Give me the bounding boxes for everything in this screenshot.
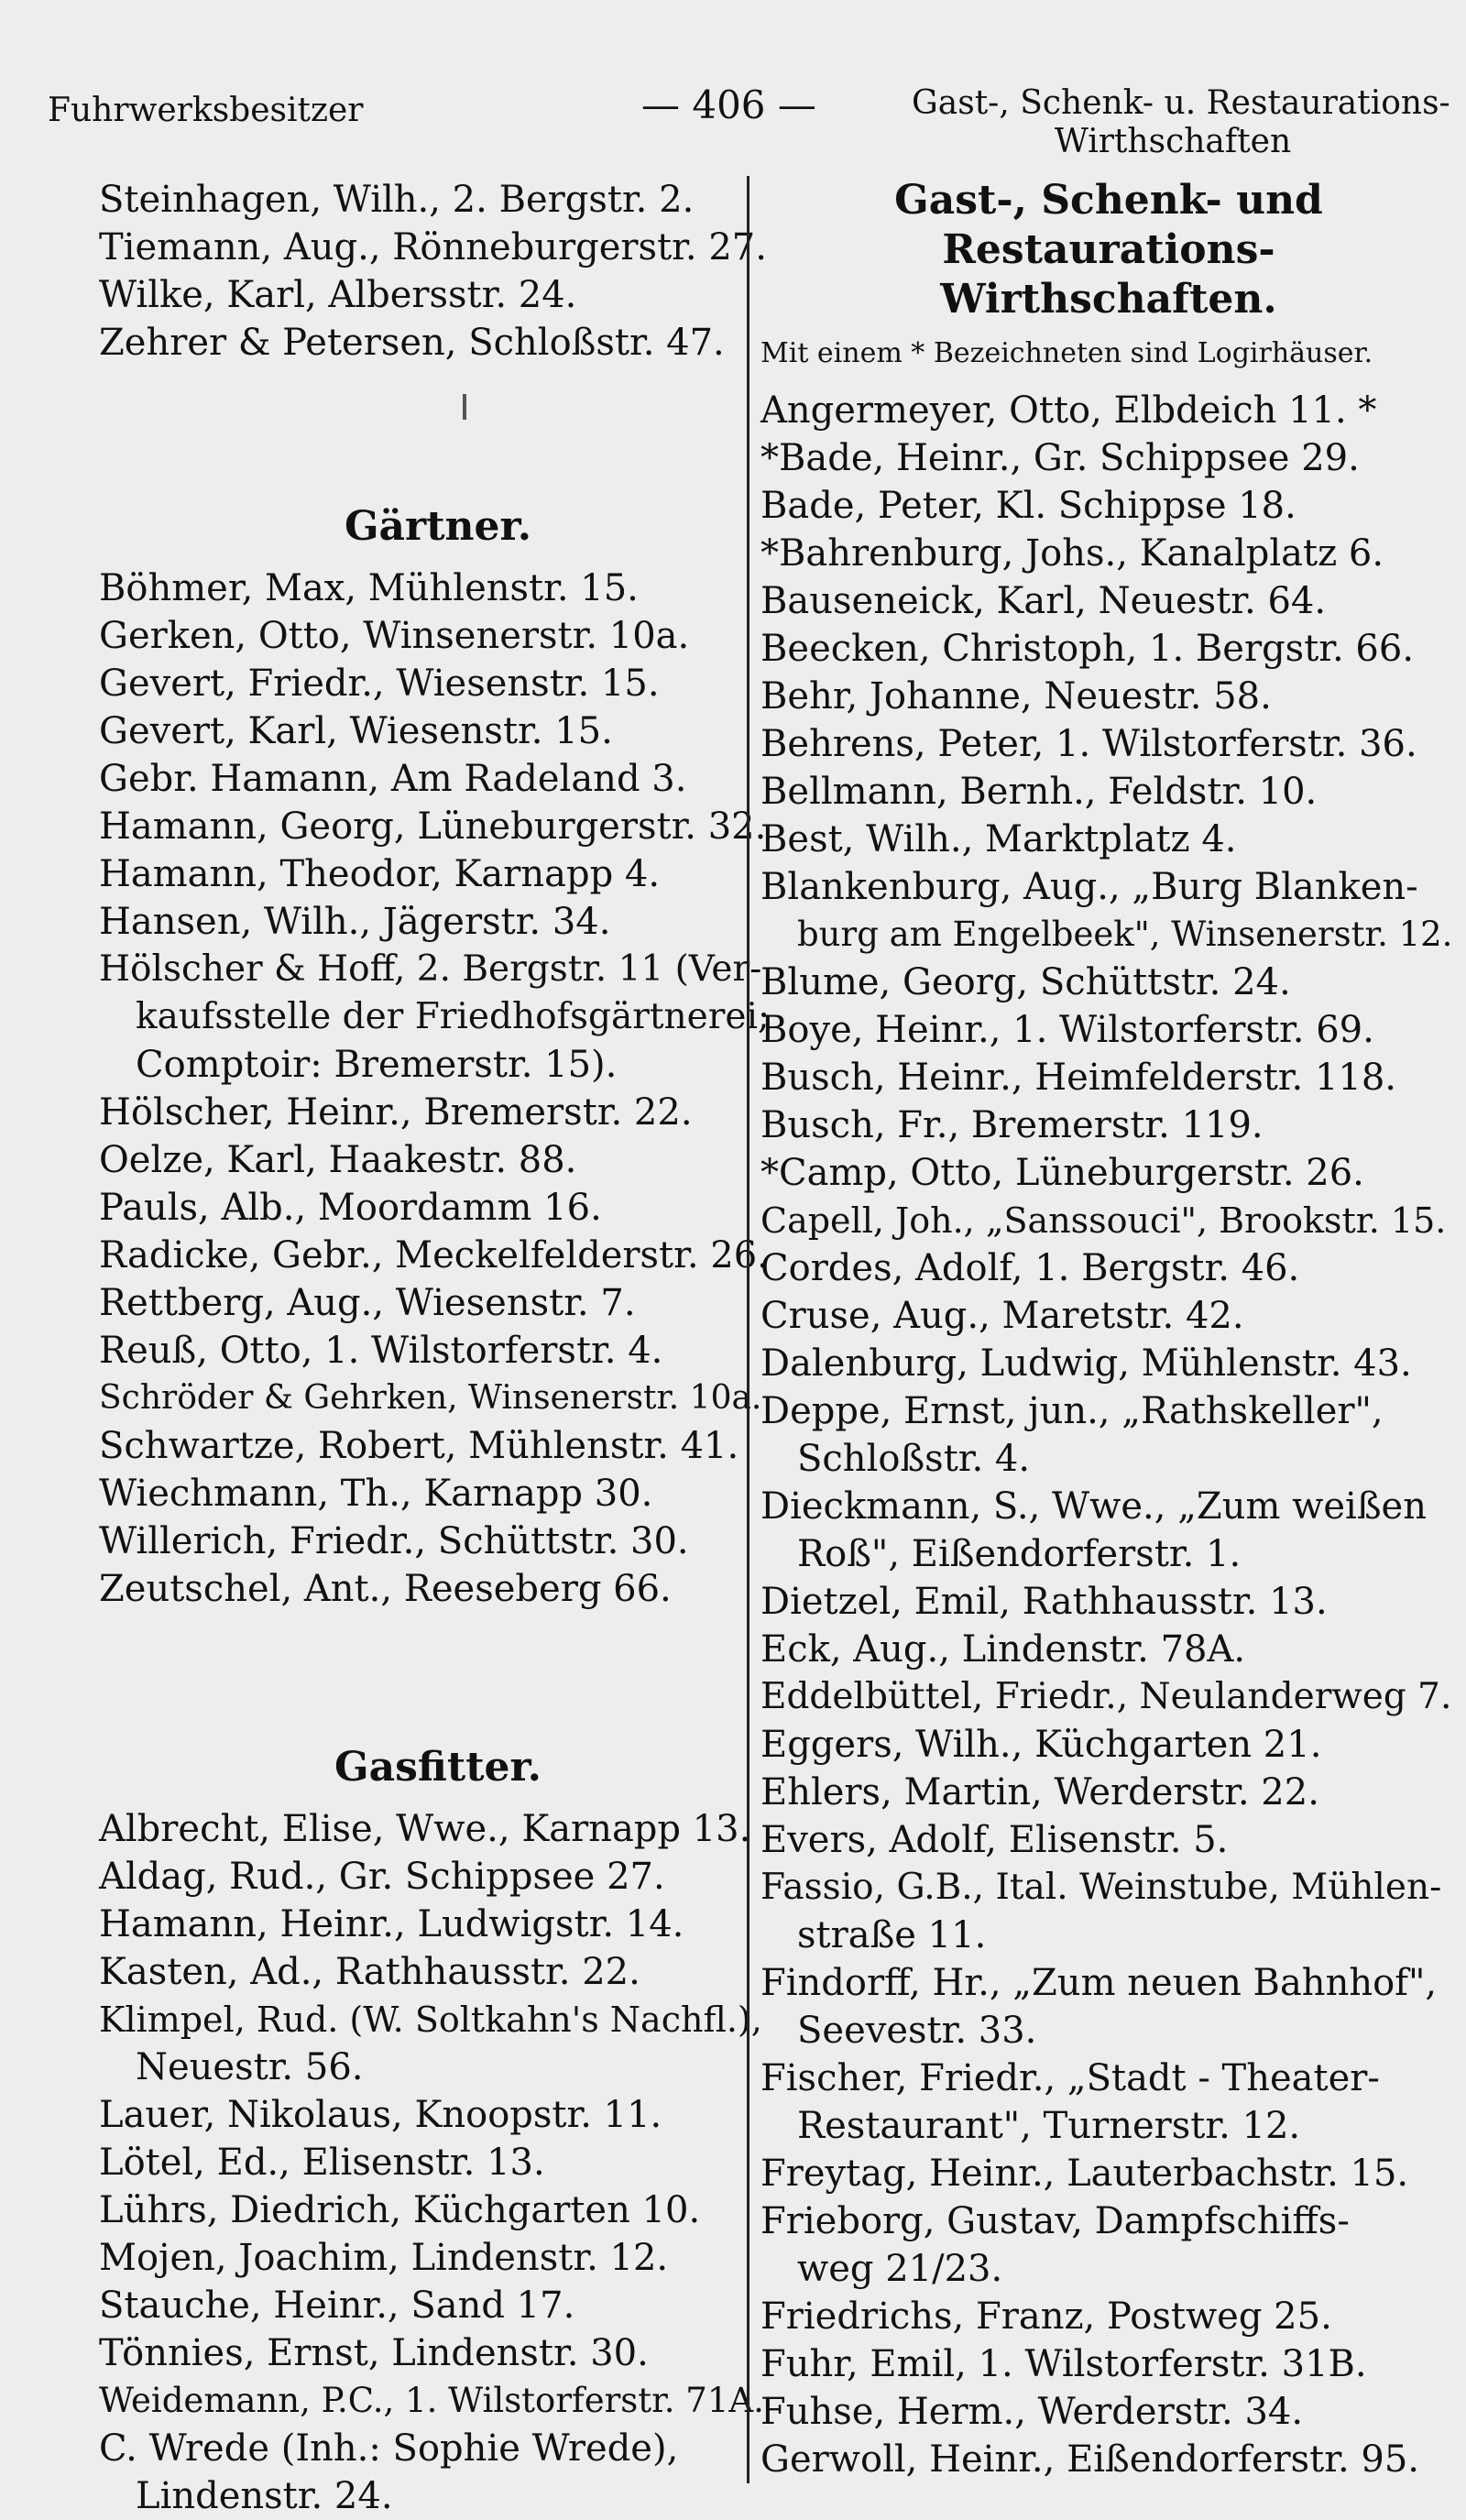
list-entry: Fuhr, Emil, 1. Wilstorferstr. 31B. <box>760 2343 1367 2385</box>
list-entry: Frieborg, Gustav, Dampfschiffs- <box>760 2200 1350 2242</box>
list-entry-continuation: Neuestr. 56. <box>136 2046 364 2088</box>
list-entry: Findorff, Hr., „Zum neuen Bahnhof", <box>760 1962 1438 2004</box>
list-entry: Rettberg, Aug., Wiesenstr. 7. <box>99 1282 636 1324</box>
section-title-line1: Gast-, Schenk- und Restaurations- <box>894 177 1323 273</box>
list-entry: Weidemann, P.C., 1. Wilstorferstr. 71A. <box>99 2381 764 2420</box>
list-entry: Gevert, Friedr., Wiesenstr. 15. <box>99 663 660 705</box>
list-entry: Gebr. Hamann, Am Radeland 3. <box>99 758 687 800</box>
list-entry: Busch, Heinr., Heimfelderstr. 118. <box>760 1057 1397 1099</box>
list-entry: C. Wrede (Inh.: Sophie Wrede), <box>99 2427 679 2470</box>
list-entry: Aldag, Rud., Gr. Schippsee 27. <box>99 1856 665 1898</box>
list-entry: Capell, Joh., „Sanssouci", Brookstr. 15. <box>760 1200 1447 1241</box>
list-entry: Freytag, Heinr., Lauterbachstr. 15. <box>760 2153 1409 2195</box>
list-entry-continuation: Roß", Eißendorferstr. 1. <box>797 1533 1242 1575</box>
list-entry: Angermeyer, Otto, Elbdeich 11. * <box>760 389 1377 432</box>
page-number: — 406 — <box>641 82 816 127</box>
list-entry: Wiechmann, Th., Karnapp 30. <box>99 1473 653 1515</box>
list-entry: Wilke, Karl, Albersstr. 24. <box>99 274 577 316</box>
list-entry: Fuhse, Herm., Werderstr. 34. <box>760 2391 1304 2433</box>
list-entry: Best, Wilh., Marktplatz 4. <box>760 818 1237 860</box>
list-entry: Klimpel, Rud. (W. Soltkahn's Nachfl.), <box>99 2000 762 2040</box>
list-entry: Zehrer & Petersen, Schloßstr. 47. <box>99 322 725 364</box>
gaertner-entries <box>99 564 777 1613</box>
list-entry: Eddelbüttel, Friedr., Neulanderweg 7. <box>760 1676 1452 1717</box>
list-entry: Zeutschel, Ant., Reeseberg 66. <box>99 1568 672 1610</box>
list-entry: Beecken, Christoph, 1. Bergstr. 66. <box>760 628 1415 670</box>
list-entry: Hamann, Heinr., Ludwigstr. 14. <box>99 1903 684 1945</box>
list-entry-continuation: weg 21/23. <box>797 2248 1003 2290</box>
list-entry: Steinhagen, Wilh., 2. Bergstr. 2. <box>99 179 695 221</box>
list-entry: Deppe, Ernst, jun., „Rathskeller", <box>760 1390 1384 1432</box>
list-entry: Stauche, Heinr., Sand 17. <box>99 2284 575 2327</box>
list-entry: Böhmer, Max, Mühlenstr. 15. <box>99 567 639 609</box>
list-entry: Mojen, Joachim, Lindenstr. 12. <box>99 2237 669 2279</box>
list-entry: Bauseneick, Karl, Neuestr. 64. <box>760 580 1327 622</box>
list-entry-continuation: burg am Engelbeek", Winsenerstr. 12. <box>797 915 1453 954</box>
list-entry: Eggers, Wilh., Küchgarten 21. <box>760 1724 1322 1766</box>
section-title-gaertner: Gärtner. <box>344 503 532 550</box>
list-entry: Lauer, Nikolaus, Knoopstr. 11. <box>99 2094 662 2136</box>
legend-note: Mit einem * Bezeichneten sind Logirhäuser. <box>760 337 1373 369</box>
list-entry: Ehlers, Martin, Werderstr. 22. <box>760 1771 1319 1813</box>
list-entry: Lührs, Diedrich, Küchgarten 10. <box>99 2189 701 2231</box>
list-entry: Dalenburg, Ludwig, Mühlenstr. 43. <box>760 1342 1412 1385</box>
list-entry: Bellmann, Bernh., Feldstr. 10. <box>760 771 1318 813</box>
list-entry: Willerich, Friedr., Schüttstr. 30. <box>99 1520 689 1562</box>
list-entry: Pauls, Alb., Moordamm 16. <box>99 1187 602 1229</box>
left-column <box>99 176 777 2520</box>
running-head-right-line2: Wirthschaften <box>1054 123 1292 160</box>
list-entry: *Camp, Otto, Lüneburgerstr. 26. <box>760 1152 1364 1194</box>
list-entry: Hamann, Georg, Lüneburgerstr. 32. <box>99 805 767 848</box>
list-entry: Boye, Heinr., 1. Wilstorferstr. 69. <box>760 1009 1374 1051</box>
list-entry: *Bahrenburg, Johs., Kanalplatz 6. <box>760 532 1384 575</box>
right-column <box>747 176 1457 2483</box>
list-entry: Eck, Aug., Lindenstr. 78A. <box>760 1628 1246 1671</box>
list-entry: Cruse, Aug., Maretstr. 42. <box>760 1295 1244 1337</box>
list-entry: Gerwoll, Heinr., Eißendorferstr. 95. <box>760 2438 1419 2481</box>
list-entry: Behr, Johanne, Neuestr. 58. <box>760 675 1272 718</box>
list-entry: Hansen, Wilh., Jägerstr. 34. <box>99 901 611 943</box>
list-entry: Evers, Adolf, Elisenstr. 5. <box>760 1819 1229 1861</box>
list-entry: Fassio, G.B., Ital. Weinstube, Mühlen- <box>760 1867 1442 1908</box>
list-entry: Tönnies, Ernst, Lindenstr. 30. <box>99 2332 649 2374</box>
list-entry-continuation: Lindenstr. 24. <box>136 2475 393 2517</box>
list-entry: Dietzel, Emil, Rathhausstr. 13. <box>760 1581 1328 1623</box>
list-entry-continuation: Comptoir: Bremerstr. 15). <box>136 1044 618 1086</box>
list-entry: Reuß, Otto, 1. Wilstorferstr. 4. <box>99 1330 663 1372</box>
list-entry-continuation: kaufsstelle der Friedhofsgärtnerei; <box>136 996 771 1037</box>
section-title-line2: Wirthschaften. <box>940 276 1277 323</box>
list-entry: Gerken, Otto, Winsenerstr. 10a. <box>99 615 690 657</box>
running-head-right <box>912 84 1450 161</box>
list-entry: Oelze, Karl, Haakestr. 88. <box>99 1139 577 1181</box>
list-entry-continuation: straße 11. <box>797 1914 987 1956</box>
fuhrwerk-entries <box>99 176 777 367</box>
gastwirthschaften-entries <box>760 387 1457 2483</box>
section-title-gastwirthschaften <box>760 176 1457 324</box>
list-entry: *Bade, Heinr., Gr. Schippsee 29. <box>760 437 1360 479</box>
list-entry: Busch, Fr., Bremerstr. 119. <box>760 1104 1264 1146</box>
list-entry: Radicke, Gebr., Meckelfelderstr. 26. <box>99 1234 769 1276</box>
list-entry: Cordes, Adolf, 1. Bergstr. 46. <box>760 1247 1300 1289</box>
list-entry: Lötel, Ed., Elisenstr. 13. <box>99 2142 545 2184</box>
section-title-gasfitter: Gasfitter. <box>334 1744 542 1791</box>
list-entry: Friedrichs, Franz, Postweg 25. <box>760 2295 1332 2338</box>
running-head-left: Fuhrwerksbesitzer <box>48 92 364 129</box>
gasfitter-entries <box>99 1805 777 2520</box>
list-entry: Hölscher & Hoff, 2. Bergstr. 11 (Ver- <box>99 948 762 990</box>
list-entry: Kasten, Ad., Rathhausstr. 22. <box>99 1951 640 1993</box>
list-entry: Schröder & Gehrken, Winsenerstr. 10a. <box>99 1379 762 1417</box>
list-entry: Bade, Peter, Kl. Schippse 18. <box>760 485 1296 527</box>
list-entry: Albrecht, Elise, Wwe., Karnapp 13. <box>99 1808 751 1850</box>
list-entry-continuation: Schloßstr. 4. <box>797 1438 1031 1480</box>
list-entry: Dieckmann, S., Wwe., „Zum weißen <box>760 1485 1427 1528</box>
list-entry: Behrens, Peter, 1. Wilstorferstr. 36. <box>760 723 1417 765</box>
list-entry: Blume, Georg, Schüttstr. 24. <box>760 961 1291 1003</box>
list-entry: Gevert, Karl, Wiesenstr. 15. <box>99 710 613 752</box>
list-entry: Tiemann, Aug., Rönneburgerstr. 27. <box>99 226 767 268</box>
list-entry: Hamann, Theodor, Karnapp 4. <box>99 853 661 895</box>
list-entry: Fischer, Friedr., „Stadt - Theater- <box>760 2057 1380 2099</box>
list-entry-continuation: Seevestr. 33. <box>797 2010 1037 2052</box>
running-head-right-line1: Gast-, Schenk- u. Restaurations- <box>912 84 1450 122</box>
list-entry: Schwartze, Robert, Mühlenstr. 41. <box>99 1425 739 1467</box>
list-entry: Hölscher, Heinr., Bremerstr. 22. <box>99 1091 693 1134</box>
list-entry-continuation: Restaurant", Turnerstr. 12. <box>797 2105 1301 2147</box>
list-entry: Blankenburg, Aug., „Burg Blanken- <box>760 866 1418 908</box>
